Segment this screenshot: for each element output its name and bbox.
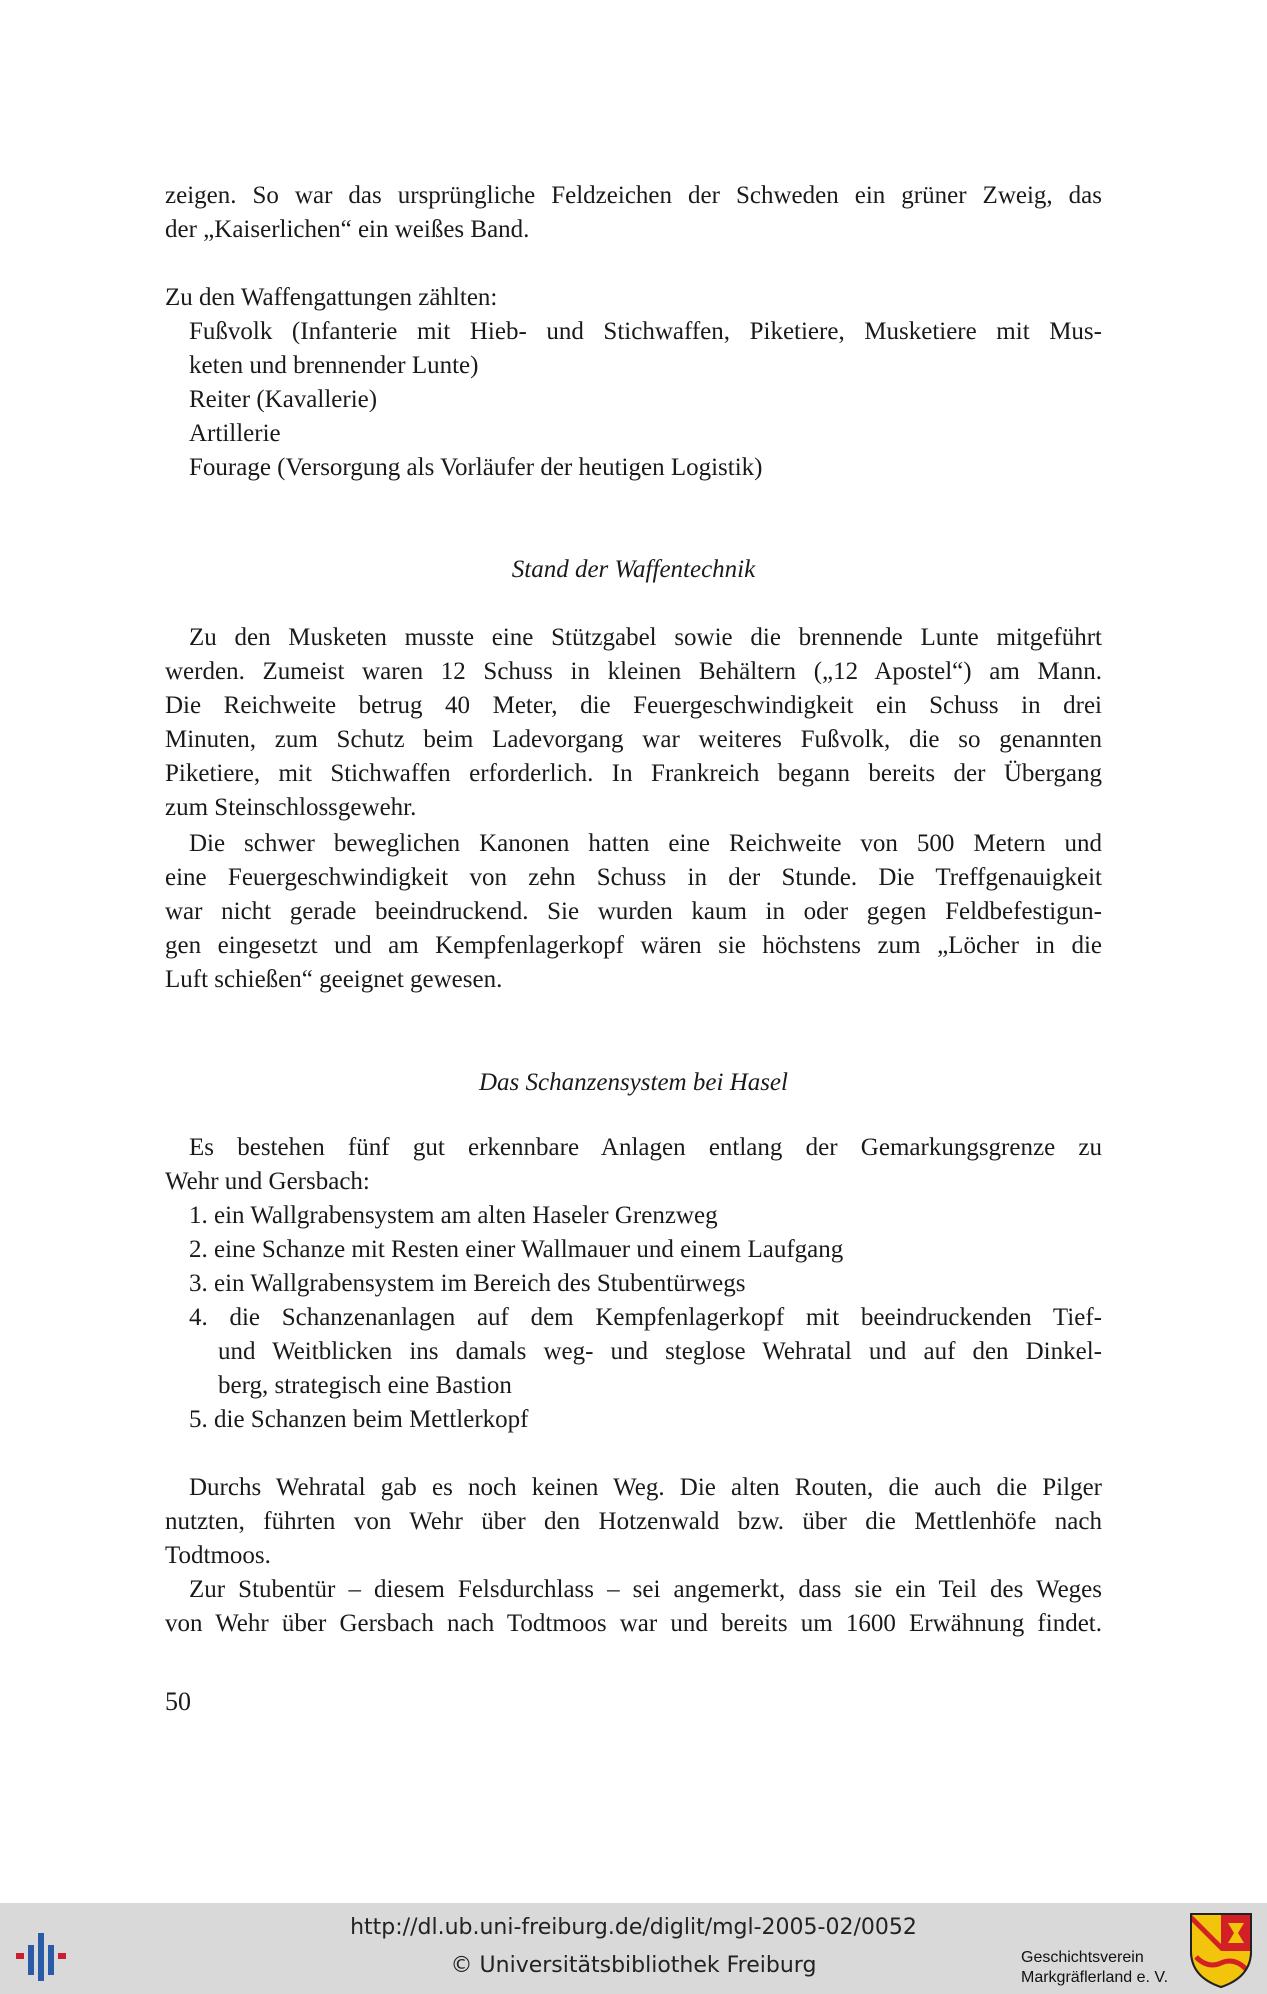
weapons-line: Fußvolk (Infanterie mit Hieb- und Stichwaffen, Piketiere, Musketiere mit Mus- (189, 318, 1102, 345)
text-line: Durchs Wehratal gab es noch keinen Weg. Die alten Routen, die auch die Pilger (189, 1474, 1102, 1501)
list-item-continuation: und Weitblicken ins damals weg- und steglose Wehratal und auf den Dinkel- (218, 1338, 1102, 1365)
text-line: Luft schießen“ geeignet gewesen. (165, 966, 503, 993)
footer-copyright: © Universitätsbibliothek Freiburg (450, 1953, 817, 1978)
text-line: Minuten, zum Schutz beim Ladevorgang war weiteres Fußvolk, die so genannten (165, 726, 1102, 753)
text-line: Zur Stubentür – diesem Felsdurchlass – sei angemerkt, dass sie ein Teil des Weges (189, 1576, 1102, 1603)
text-line: Die schwer beweglichen Kanonen hatten eine Reichweite von 500 Metern und (189, 830, 1102, 857)
facility-list (165, 1199, 1102, 1437)
text-line: zum Steinschlossgewehr. (165, 794, 417, 821)
list-item-continuation: berg, strategisch eine Bastion (218, 1372, 512, 1399)
list-item: 3. ein Wallgrabensystem im Bereich des Stubentürwegs (189, 1270, 746, 1297)
society-name-line: Markgräflerland e. V. (1021, 1969, 1169, 1986)
section-heading-schanzensystem: Das Schanzensystem bei Hasel (479, 1069, 788, 1096)
text-line: der „Kaiserlichen“ ein weißes Band. (165, 216, 530, 243)
text-line: Piketiere, mit Stichwaffen erforderlich. In Frankreich begann bereits der Übergang (165, 760, 1102, 787)
text-line: von Wehr über Gersbach nach Todtmoos war und bereits um 1600 Erwähnung findet. (165, 1610, 1102, 1637)
weapons-line: keten und brennender Lunte) (189, 352, 479, 379)
text-line: Todtmoos. (165, 1542, 271, 1569)
weapons-line: Reiter (Kavallerie) (189, 386, 378, 413)
text-line: zeigen. So war das ursprüngliche Feldzeichen der Schweden ein grüner Zweig, das (165, 182, 1102, 209)
weapons-line: Artillerie (189, 420, 281, 447)
society-name (1021, 1948, 1168, 1988)
footer-url-link[interactable]: http://dl.ub.uni-freiburg.de/diglit/mgl-2005-02/0052 (350, 1915, 917, 1940)
text-line: eine Feuergeschwindigkeit von zehn Schuss in der Stunde. Die Treffgenauigkeit (165, 864, 1102, 891)
intro-paragraph (165, 179, 1102, 247)
section-heading-waffentechnik: Stand der Waffentechnik (511, 556, 756, 583)
weapons-section (165, 281, 1102, 485)
text-line: gen eingesetzt und am Kempfenlagerkopf wären sie höchstens zum „Löcher in die (165, 932, 1102, 959)
text-line: werden. Zumeist waren 12 Schuss in kleinen Behältern („12 Apostel“) am Mann. (165, 658, 1102, 685)
list-item: 1. ein Wallgrabensystem am alten Haseler Grenzweg (189, 1202, 718, 1229)
footer-bar (0, 1903, 1267, 1994)
paragraph-facilities (165, 1131, 1102, 1199)
weapons-intro: Zu den Waffengattungen zählten: (165, 284, 498, 311)
text-line: Zu den Musketen musste eine Stützgabel sowie die brennende Lunte mitgeführt (189, 624, 1102, 651)
list-item: 2. eine Schanze mit Resten einer Wallmauer und einem Laufgang (189, 1236, 844, 1263)
coat-of-arms-icon (1188, 1911, 1254, 1989)
paragraph-muskets (165, 621, 1102, 825)
text-line: war nicht gerade beeindruckend. Sie wurden kaum in oder gegen Feldbefestigun- (165, 898, 1102, 925)
paragraph-routes (165, 1471, 1102, 1573)
text-line: Es bestehen fünf gut erkennbare Anlagen entlang der Gemarkungsgrenze zu (189, 1134, 1102, 1161)
weapons-line: Fourage (Versorgung als Vorläufer der heutigen Logistik) (189, 454, 763, 481)
text-line: Wehr und Gersbach: (165, 1168, 370, 1195)
society-name-line: Geschichtsverein (1021, 1949, 1144, 1966)
list-item: 5. die Schanzen beim Mettlerkopf (189, 1406, 529, 1433)
paragraph-cannons (165, 827, 1102, 997)
text-line: Die Reichweite betrug 40 Meter, die Feuergeschwindigkeit ein Schuss in drei (165, 692, 1102, 719)
list-item: 4. die Schanzenanlagen auf dem Kempfenlagerkopf mit beeindruckenden Tief- (189, 1304, 1102, 1331)
page-number: 50 (165, 1687, 191, 1716)
paragraph-stubentuer (165, 1573, 1102, 1641)
text-line: nutzten, führten von Wehr über den Hotzenwald bzw. über die Mettlenhöfe nach (165, 1508, 1102, 1535)
